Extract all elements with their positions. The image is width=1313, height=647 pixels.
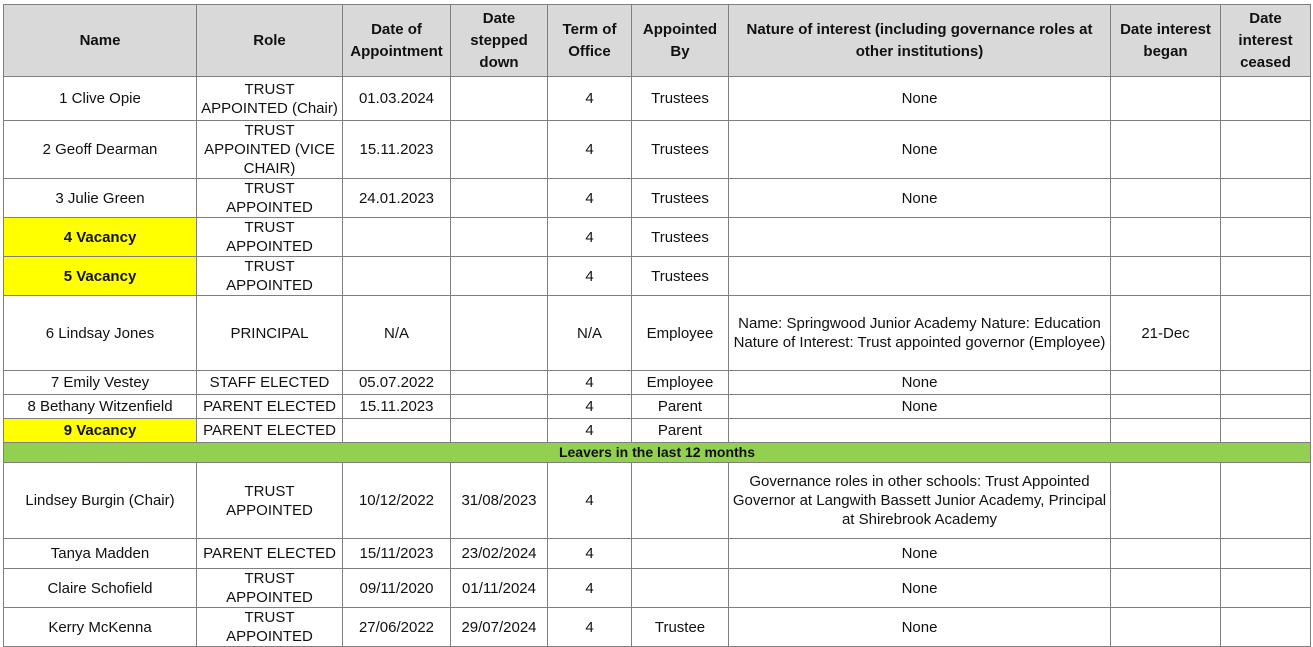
cell-role: TRUST APPOINTED	[197, 608, 343, 647]
cell-appointed: 27/06/2022	[343, 608, 451, 647]
cell-role: TRUST APPOINTED	[197, 179, 343, 218]
cell-stepped-down	[451, 371, 548, 395]
cell-interest: None	[729, 179, 1111, 218]
cell-stepped-down: 29/07/2024	[451, 608, 548, 647]
cell-interest: None	[729, 395, 1111, 419]
cell-stepped-down	[451, 419, 548, 443]
cell-stepped-down	[451, 218, 548, 257]
header-role: Role	[197, 5, 343, 77]
cell-stepped-down: 23/02/2024	[451, 539, 548, 569]
cell-term: 4	[548, 77, 632, 121]
table-row	[4, 419, 1311, 443]
cell-name: Tanya Madden	[4, 539, 197, 569]
cell-role: PARENT ELECTED	[197, 539, 343, 569]
cell-stepped-down	[451, 296, 548, 371]
cell-appointed-by	[632, 539, 729, 569]
cell-interest: None	[729, 371, 1111, 395]
table-row	[4, 608, 1311, 647]
cell-role: TRUST APPOINTED (Chair)	[197, 77, 343, 121]
header-name: Name	[4, 5, 197, 77]
cell-appointed: 15.11.2023	[343, 121, 451, 179]
cell-name: 6 Lindsay Jones	[4, 296, 197, 371]
cell-name-vacancy: 9 Vacancy	[4, 419, 197, 443]
cell-ceased	[1221, 395, 1311, 419]
cell-name: Lindsey Burgin (Chair)	[4, 463, 197, 539]
cell-interest: Governance roles in other schools: Trust Appointed Governor at Langwith Bassett Junior Academy, Principal at Shirebrook Academy	[729, 463, 1111, 539]
cell-began	[1111, 463, 1221, 539]
leavers-section-row	[4, 443, 1311, 463]
cell-began	[1111, 121, 1221, 179]
cell-term: N/A	[548, 296, 632, 371]
table-row	[4, 257, 1311, 296]
cell-appointed-by: Employee	[632, 371, 729, 395]
table-row	[4, 371, 1311, 395]
cell-began	[1111, 539, 1221, 569]
cell-appointed-by: Trustees	[632, 77, 729, 121]
governors-table	[3, 4, 1311, 647]
table-row	[4, 218, 1311, 257]
cell-began	[1111, 395, 1221, 419]
cell-term: 4	[548, 257, 632, 296]
cell-interest: None	[729, 121, 1111, 179]
table-row	[4, 539, 1311, 569]
cell-began	[1111, 371, 1221, 395]
cell-term: 4	[548, 395, 632, 419]
cell-appointed: 01.03.2024	[343, 77, 451, 121]
cell-interest: None	[729, 608, 1111, 647]
table-row	[4, 395, 1311, 419]
header-nature-of-interest: Nature of interest (including governance roles at other institutions)	[729, 5, 1111, 77]
table-row	[4, 569, 1311, 608]
cell-term: 4	[548, 121, 632, 179]
cell-name: 2 Geoff Dearman	[4, 121, 197, 179]
cell-began	[1111, 218, 1221, 257]
cell-stepped-down	[451, 179, 548, 218]
table-row	[4, 463, 1311, 539]
header-appointed-by: Appointed By	[632, 5, 729, 77]
table-row	[4, 77, 1311, 121]
cell-appointed: 05.07.2022	[343, 371, 451, 395]
cell-stepped-down	[451, 395, 548, 419]
cell-appointed: 15/11/2023	[343, 539, 451, 569]
cell-ceased	[1221, 419, 1311, 443]
cell-appointed-by: Employee	[632, 296, 729, 371]
cell-appointed-by: Trustees	[632, 257, 729, 296]
table-row	[4, 121, 1311, 179]
cell-role: TRUST APPOINTED	[197, 257, 343, 296]
cell-appointed	[343, 257, 451, 296]
cell-interest	[729, 419, 1111, 443]
cell-term: 4	[548, 608, 632, 647]
header-date-interest-ceased: Date interest ceased	[1221, 5, 1311, 77]
cell-role: TRUST APPOINTED (VICE CHAIR)	[197, 121, 343, 179]
cell-ceased	[1221, 179, 1311, 218]
cell-interest: None	[729, 569, 1111, 608]
cell-term: 4	[548, 463, 632, 539]
cell-term: 4	[548, 179, 632, 218]
cell-role: PARENT ELECTED	[197, 419, 343, 443]
cell-appointed	[343, 218, 451, 257]
cell-stepped-down: 31/08/2023	[451, 463, 548, 539]
cell-term: 4	[548, 569, 632, 608]
cell-stepped-down	[451, 121, 548, 179]
leavers-heading: Leavers in the last 12 months	[4, 443, 1311, 463]
cell-name: Kerry McKenna	[4, 608, 197, 647]
cell-appointed-by	[632, 569, 729, 608]
header-term-of-office: Term of Office	[548, 5, 632, 77]
cell-interest: None	[729, 539, 1111, 569]
cell-ceased	[1221, 218, 1311, 257]
cell-began	[1111, 257, 1221, 296]
cell-name: Claire Schofield	[4, 569, 197, 608]
cell-ceased	[1221, 371, 1311, 395]
cell-role: PARENT ELECTED	[197, 395, 343, 419]
cell-name-vacancy: 4 Vacancy	[4, 218, 197, 257]
table-row	[4, 296, 1311, 371]
cell-began	[1111, 569, 1221, 608]
cell-ceased	[1221, 77, 1311, 121]
cell-role: PRINCIPAL	[197, 296, 343, 371]
cell-term: 4	[548, 218, 632, 257]
cell-name-vacancy: 5 Vacancy	[4, 257, 197, 296]
cell-ceased	[1221, 463, 1311, 539]
cell-appointed-by	[632, 463, 729, 539]
header-date-interest-began: Date interest began	[1111, 5, 1221, 77]
cell-interest: Name: Springwood Junior Academy Nature: Education Nature of Interest: Trust appointed governor (Employee)	[729, 296, 1111, 371]
cell-role: STAFF ELECTED	[197, 371, 343, 395]
cell-ceased	[1221, 121, 1311, 179]
cell-name: 3 Julie Green	[4, 179, 197, 218]
cell-role: TRUST APPOINTED	[197, 463, 343, 539]
table-row	[4, 179, 1311, 218]
cell-name: 7 Emily Vestey	[4, 371, 197, 395]
cell-ceased	[1221, 608, 1311, 647]
cell-appointed: 15.11.2023	[343, 395, 451, 419]
cell-name: 8 Bethany Witzenfield	[4, 395, 197, 419]
cell-term: 4	[548, 419, 632, 443]
cell-appointed	[343, 419, 451, 443]
cell-ceased	[1221, 296, 1311, 371]
cell-began	[1111, 77, 1221, 121]
cell-term: 4	[548, 539, 632, 569]
cell-began	[1111, 608, 1221, 647]
cell-appointed-by: Trustees	[632, 121, 729, 179]
cell-began	[1111, 419, 1221, 443]
header-date-stepped-down: Date stepped down	[451, 5, 548, 77]
cell-stepped-down	[451, 77, 548, 121]
cell-ceased	[1221, 257, 1311, 296]
cell-interest: None	[729, 77, 1111, 121]
header-date-appointment: Date of Appointment	[343, 5, 451, 77]
cell-role: TRUST APPOINTED	[197, 218, 343, 257]
cell-appointed-by: Trustee	[632, 608, 729, 647]
cell-ceased	[1221, 539, 1311, 569]
cell-stepped-down	[451, 257, 548, 296]
cell-role: TRUST APPOINTED	[197, 569, 343, 608]
cell-appointed-by: Trustees	[632, 218, 729, 257]
cell-appointed-by: Parent	[632, 395, 729, 419]
cell-term: 4	[548, 371, 632, 395]
cell-interest	[729, 257, 1111, 296]
cell-appointed-by: Trustees	[632, 179, 729, 218]
cell-appointed: 24.01.2023	[343, 179, 451, 218]
cell-began: 21-Dec	[1111, 296, 1221, 371]
cell-ceased	[1221, 569, 1311, 608]
cell-name: 1 Clive Opie	[4, 77, 197, 121]
cell-interest	[729, 218, 1111, 257]
cell-appointed: 10/12/2022	[343, 463, 451, 539]
cell-appointed: N/A	[343, 296, 451, 371]
header-row	[4, 5, 1311, 77]
cell-appointed-by: Parent	[632, 419, 729, 443]
cell-appointed: 09/11/2020	[343, 569, 451, 608]
cell-stepped-down: 01/11/2024	[451, 569, 548, 608]
cell-began	[1111, 179, 1221, 218]
